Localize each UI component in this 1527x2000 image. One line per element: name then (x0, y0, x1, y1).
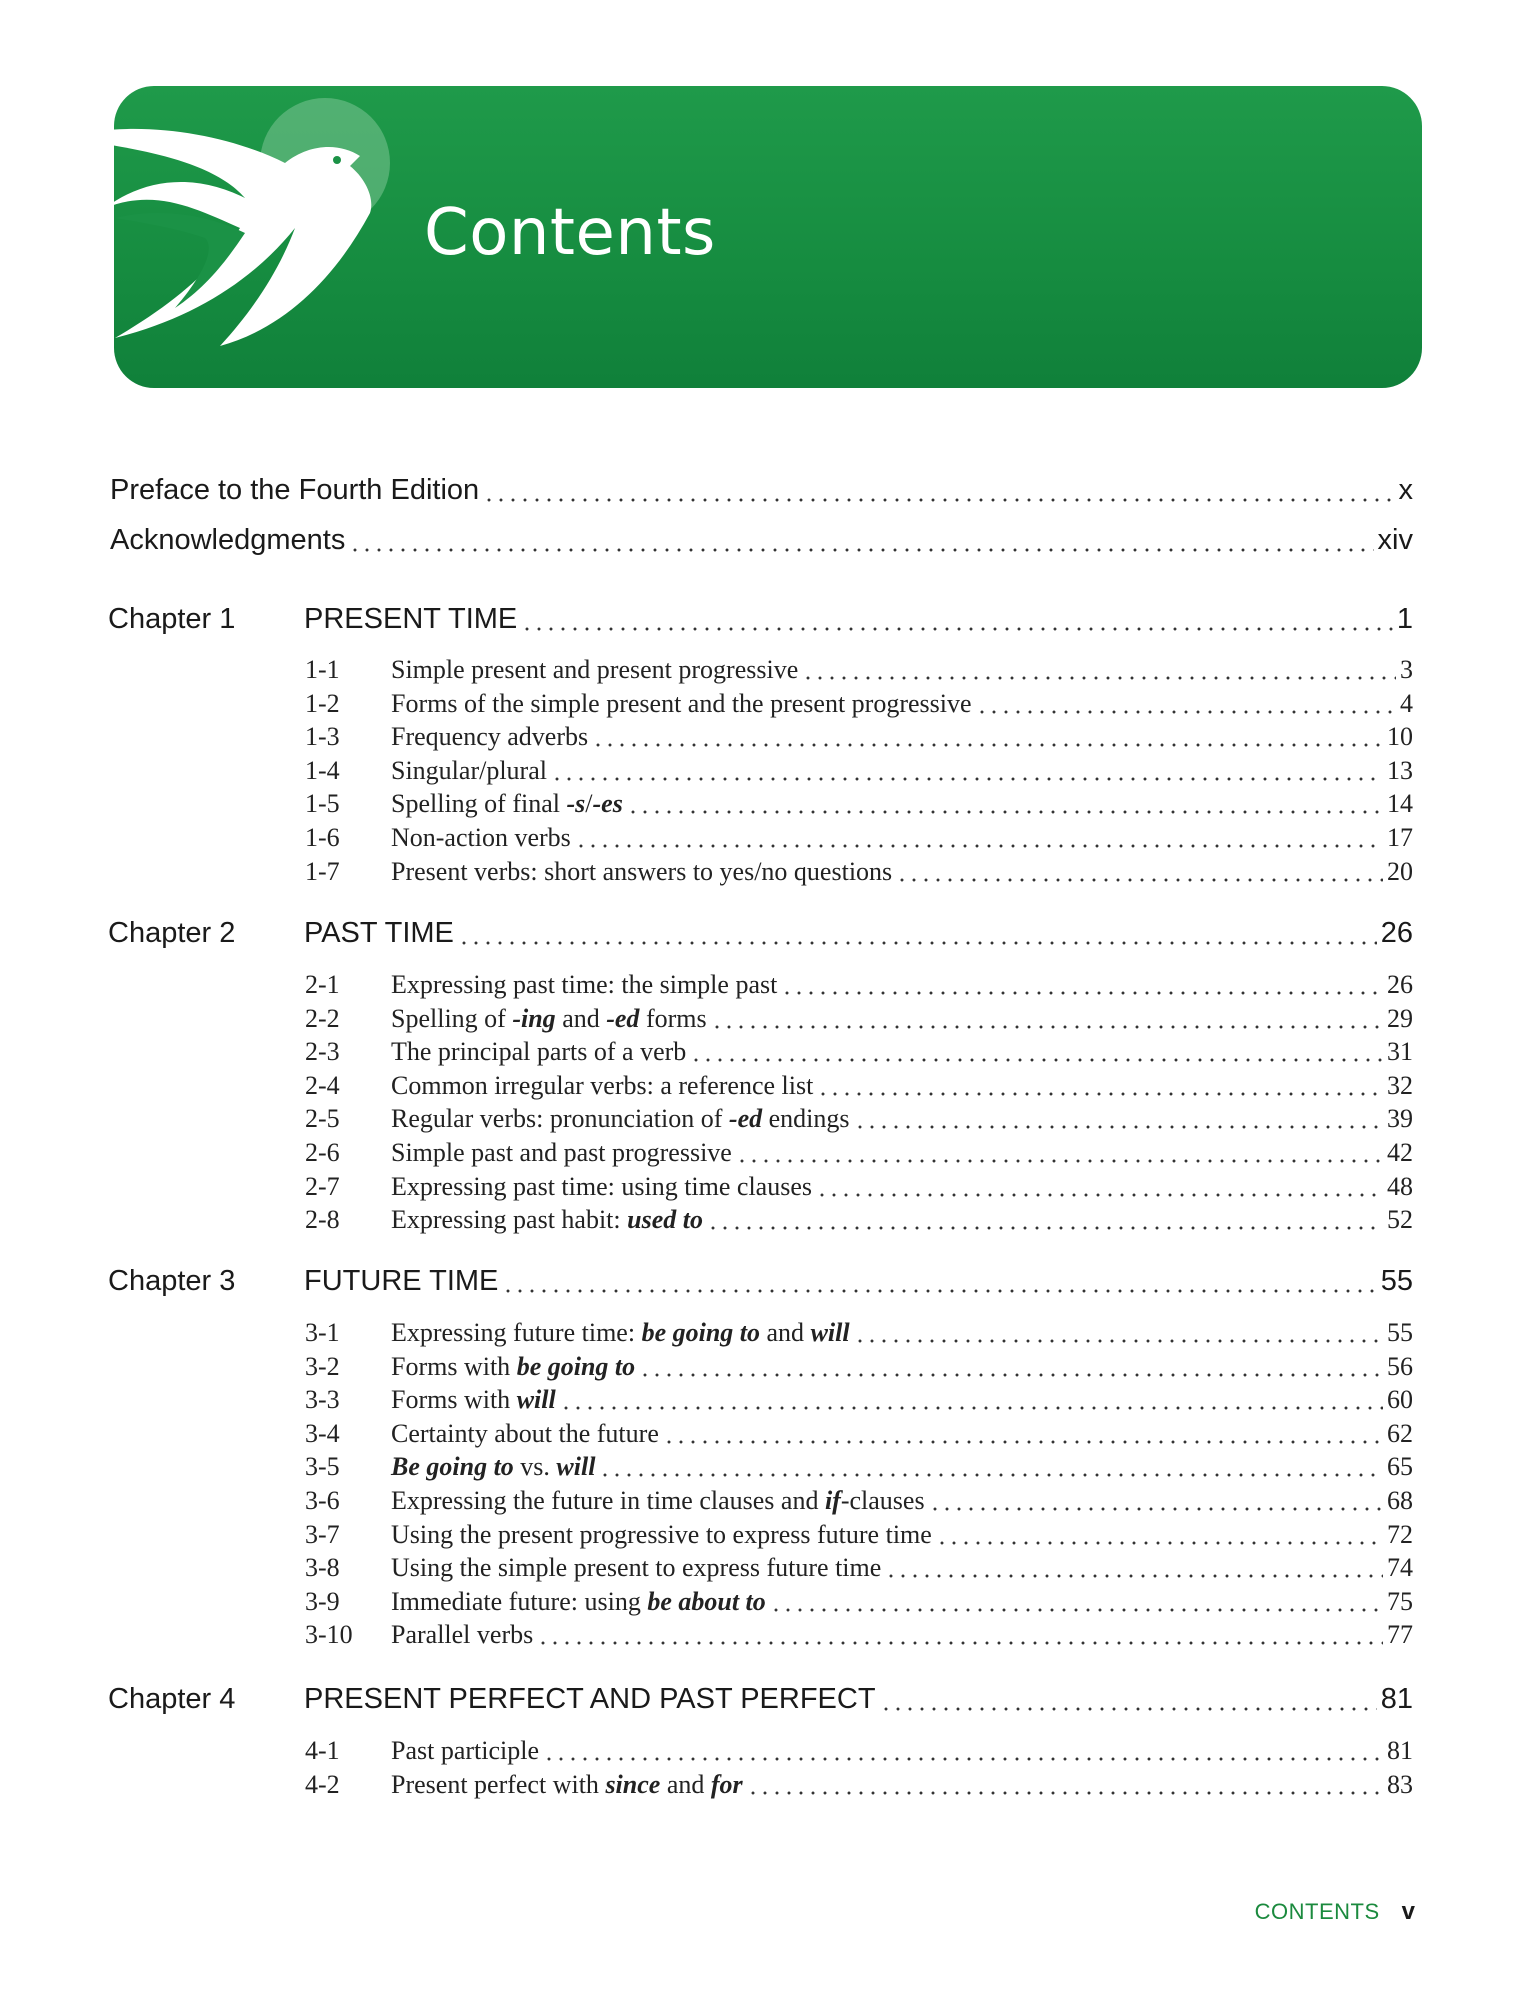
chapter-page: 81 (1380, 1683, 1413, 1715)
chapter-title: PAST TIME (304, 917, 454, 949)
section-title: Using the present progressive to express future time (391, 1519, 932, 1549)
section-page: 20 (1387, 856, 1413, 886)
section-number: 1-4 (305, 755, 340, 785)
chapter-row[interactable] (304, 1265, 1413, 1298)
dot-leader (575, 833, 1383, 853)
section-row[interactable] (305, 1037, 1413, 1067)
section-page: 72 (1387, 1519, 1413, 1549)
section-number: 1-6 (305, 823, 340, 852)
section-title: Common irregular verbs: a reference list (391, 1070, 814, 1100)
dot-leader (711, 1014, 1383, 1034)
chapter-title: FUTURE TIME (304, 1265, 499, 1297)
dot-leader (736, 1148, 1383, 1168)
chapter-row[interactable] (304, 917, 1413, 950)
chapter-page: 55 (1380, 1265, 1413, 1297)
section-title: Be going to vs. will (391, 1452, 596, 1482)
dot-leader (349, 537, 1373, 557)
section-number: 2-6 (305, 1138, 340, 1167)
section-row[interactable] (305, 689, 1413, 719)
dot-leader (599, 1462, 1383, 1482)
section-page: 26 (1387, 970, 1413, 999)
dot-leader (690, 1047, 1383, 1067)
dot-leader (854, 1114, 1383, 1134)
toc-entry-acknowledgments[interactable] (110, 524, 1413, 557)
section-page: 62 (1387, 1418, 1413, 1448)
chapter-label: Chapter 2 (108, 917, 236, 949)
section-title: Past participle (391, 1736, 540, 1765)
section-title: Present perfect with since and for (391, 1769, 743, 1799)
chapter-row[interactable] (304, 603, 1413, 636)
dot-leader (802, 665, 1396, 685)
section-row[interactable] (305, 1486, 1413, 1516)
section-title: Expressing past time: the simple past (391, 970, 778, 999)
section-row[interactable] (305, 823, 1413, 853)
section-row[interactable] (305, 1452, 1413, 1482)
section-page: 32 (1387, 1070, 1413, 1100)
dot-leader (976, 699, 1396, 719)
section-row[interactable] (305, 1071, 1413, 1101)
chapter-row[interactable] (304, 1683, 1413, 1716)
entry-page: xiv (1377, 524, 1413, 556)
dot-leader (936, 1530, 1383, 1550)
section-page: 17 (1387, 823, 1413, 852)
dot-leader (483, 487, 1394, 507)
section-number: 3-6 (305, 1486, 340, 1515)
dot-leader (560, 1395, 1383, 1415)
section-number: 2-7 (305, 1171, 340, 1201)
section-row[interactable] (305, 1004, 1413, 1034)
section-row[interactable] (305, 1419, 1413, 1449)
section-row[interactable] (305, 1138, 1413, 1168)
section-title: Parallel verbs (391, 1620, 534, 1650)
section-row[interactable] (305, 655, 1413, 685)
section-row[interactable] (305, 1385, 1413, 1415)
section-title: Expressing past time: using time clauses (391, 1171, 812, 1201)
chapter-label: Chapter 4 (108, 1683, 236, 1715)
dot-leader (896, 867, 1383, 887)
section-page: 65 (1387, 1452, 1413, 1482)
page-title: Contents (424, 196, 716, 270)
entry-page: x (1398, 474, 1413, 506)
section-row[interactable] (305, 1770, 1413, 1800)
dot-leader (663, 1429, 1383, 1449)
section-page: 4 (1400, 688, 1413, 718)
section-title: Simple past and past progressive (391, 1138, 732, 1167)
section-row[interactable] (305, 1587, 1413, 1617)
dot-leader (781, 980, 1383, 1000)
section-row[interactable] (305, 1318, 1413, 1348)
section-title: Forms with will (391, 1385, 556, 1415)
section-page: 68 (1387, 1486, 1413, 1515)
section-row[interactable] (305, 1553, 1413, 1583)
section-number: 1-3 (305, 722, 340, 752)
entry-title: Preface to the Fourth Edition (110, 474, 480, 506)
dot-leader (707, 1215, 1383, 1235)
dot-leader (543, 1746, 1383, 1766)
section-title: The principal parts of a verb (391, 1037, 687, 1067)
footer-running-head: CONTENTS (1254, 1899, 1380, 1924)
dot-leader (592, 732, 1383, 752)
section-page: 56 (1387, 1351, 1413, 1381)
toc-entry-preface[interactable] (110, 474, 1413, 507)
section-page: 3 (1400, 655, 1413, 684)
section-page: 31 (1387, 1037, 1413, 1067)
chapter-label: Chapter 1 (108, 603, 236, 635)
dot-leader (885, 1563, 1383, 1583)
chapter-title: PRESENT TIME (304, 603, 518, 635)
dot-leader (770, 1597, 1383, 1617)
section-page: 10 (1387, 722, 1413, 752)
section-title: Expressing future time: be going to and will (391, 1318, 850, 1347)
section-page: 29 (1387, 1003, 1413, 1033)
dot-leader (551, 766, 1383, 786)
section-number: 3-2 (305, 1351, 340, 1381)
section-number: 3-3 (305, 1385, 340, 1415)
section-page: 60 (1387, 1385, 1413, 1415)
section-number: 1-1 (305, 655, 340, 684)
section-title: Forms with be going to (391, 1351, 636, 1381)
section-title: Singular/plural (391, 755, 547, 785)
section-number: 1-5 (305, 789, 340, 819)
section-page: 14 (1387, 789, 1413, 819)
chapter-label: Chapter 3 (108, 1265, 236, 1297)
section-page: 81 (1387, 1736, 1413, 1765)
dot-leader (880, 1696, 1377, 1716)
section-title: Present verbs: short answers to yes/no questions (391, 856, 893, 886)
section-title: Expressing the future in time clauses and if-clauses (391, 1486, 925, 1515)
section-page: 74 (1387, 1553, 1413, 1583)
section-row[interactable] (305, 789, 1413, 819)
section-number: 4-1 (305, 1736, 340, 1765)
dot-leader (537, 1630, 1383, 1650)
section-row[interactable] (305, 1352, 1413, 1382)
dot-leader (929, 1496, 1383, 1516)
section-number: 2-3 (305, 1037, 340, 1067)
section-page: 39 (1387, 1104, 1413, 1134)
section-page: 13 (1387, 755, 1413, 785)
entry-title: Acknowledgments (110, 524, 346, 556)
dot-leader (502, 1278, 1376, 1298)
section-number: 3-10 (305, 1620, 353, 1650)
footer-page-number: v (1401, 1898, 1415, 1925)
section-row[interactable] (305, 1520, 1413, 1550)
section-number: 2-5 (305, 1104, 340, 1134)
section-title: Using the simple present to express future time (391, 1553, 882, 1583)
section-title: Spelling of -ing and -ed forms (391, 1003, 707, 1033)
section-number: 3-5 (305, 1452, 340, 1482)
section-row[interactable] (305, 1172, 1413, 1202)
section-page: 83 (1387, 1769, 1413, 1799)
chapter-page: 1 (1396, 603, 1413, 635)
section-page: 52 (1387, 1205, 1413, 1235)
section-row[interactable] (305, 1205, 1413, 1235)
dot-leader (639, 1362, 1383, 1382)
section-page: 77 (1387, 1620, 1413, 1650)
dot-leader (854, 1328, 1383, 1348)
section-title: Simple present and present progressive (391, 655, 799, 684)
section-title: Forms of the simple present and the present progressive (391, 688, 972, 718)
section-row[interactable] (305, 1736, 1413, 1766)
page-footer (1255, 1898, 1415, 1926)
chapter-title: PRESENT PERFECT AND PAST PERFECT (304, 1683, 876, 1715)
section-page: 48 (1387, 1171, 1413, 1201)
section-title: Certainty about the future (391, 1418, 659, 1448)
section-number: 3-8 (305, 1553, 340, 1583)
dot-leader (817, 1081, 1383, 1101)
section-row[interactable] (305, 1104, 1413, 1134)
section-row[interactable] (305, 756, 1413, 786)
section-title: Immediate future: using be about to (391, 1586, 766, 1616)
section-title: Non-action verbs (391, 823, 571, 852)
dot-leader (627, 799, 1383, 819)
dot-leader (458, 930, 1377, 950)
section-row[interactable] (305, 1620, 1413, 1650)
dot-leader (816, 1182, 1383, 1202)
section-number: 2-2 (305, 1003, 340, 1033)
section-number: 2-1 (305, 970, 340, 999)
section-page: 55 (1387, 1318, 1413, 1347)
section-title: Regular verbs: pronunciation of -ed endings (391, 1104, 850, 1134)
chapter-page: 26 (1380, 917, 1413, 949)
section-title: Expressing past habit: used to (391, 1205, 703, 1235)
section-number: 2-4 (305, 1070, 340, 1100)
section-title: Frequency adverbs (391, 722, 589, 752)
dot-leader (747, 1780, 1383, 1800)
section-page: 42 (1387, 1138, 1413, 1167)
section-title: Spelling of final -s/-es (391, 789, 623, 819)
section-row[interactable] (305, 970, 1413, 1000)
section-number: 1-7 (305, 856, 340, 886)
section-number: 2-8 (305, 1205, 340, 1235)
section-page: 75 (1387, 1586, 1413, 1616)
section-row[interactable] (305, 857, 1413, 887)
section-number: 3-4 (305, 1418, 340, 1448)
dot-leader (521, 616, 1393, 636)
section-row[interactable] (305, 722, 1413, 752)
section-number: 4-2 (305, 1769, 340, 1799)
section-number: 3-9 (305, 1586, 340, 1616)
section-number: 3-7 (305, 1519, 340, 1549)
section-number: 3-1 (305, 1318, 340, 1347)
section-number: 1-2 (305, 688, 340, 718)
